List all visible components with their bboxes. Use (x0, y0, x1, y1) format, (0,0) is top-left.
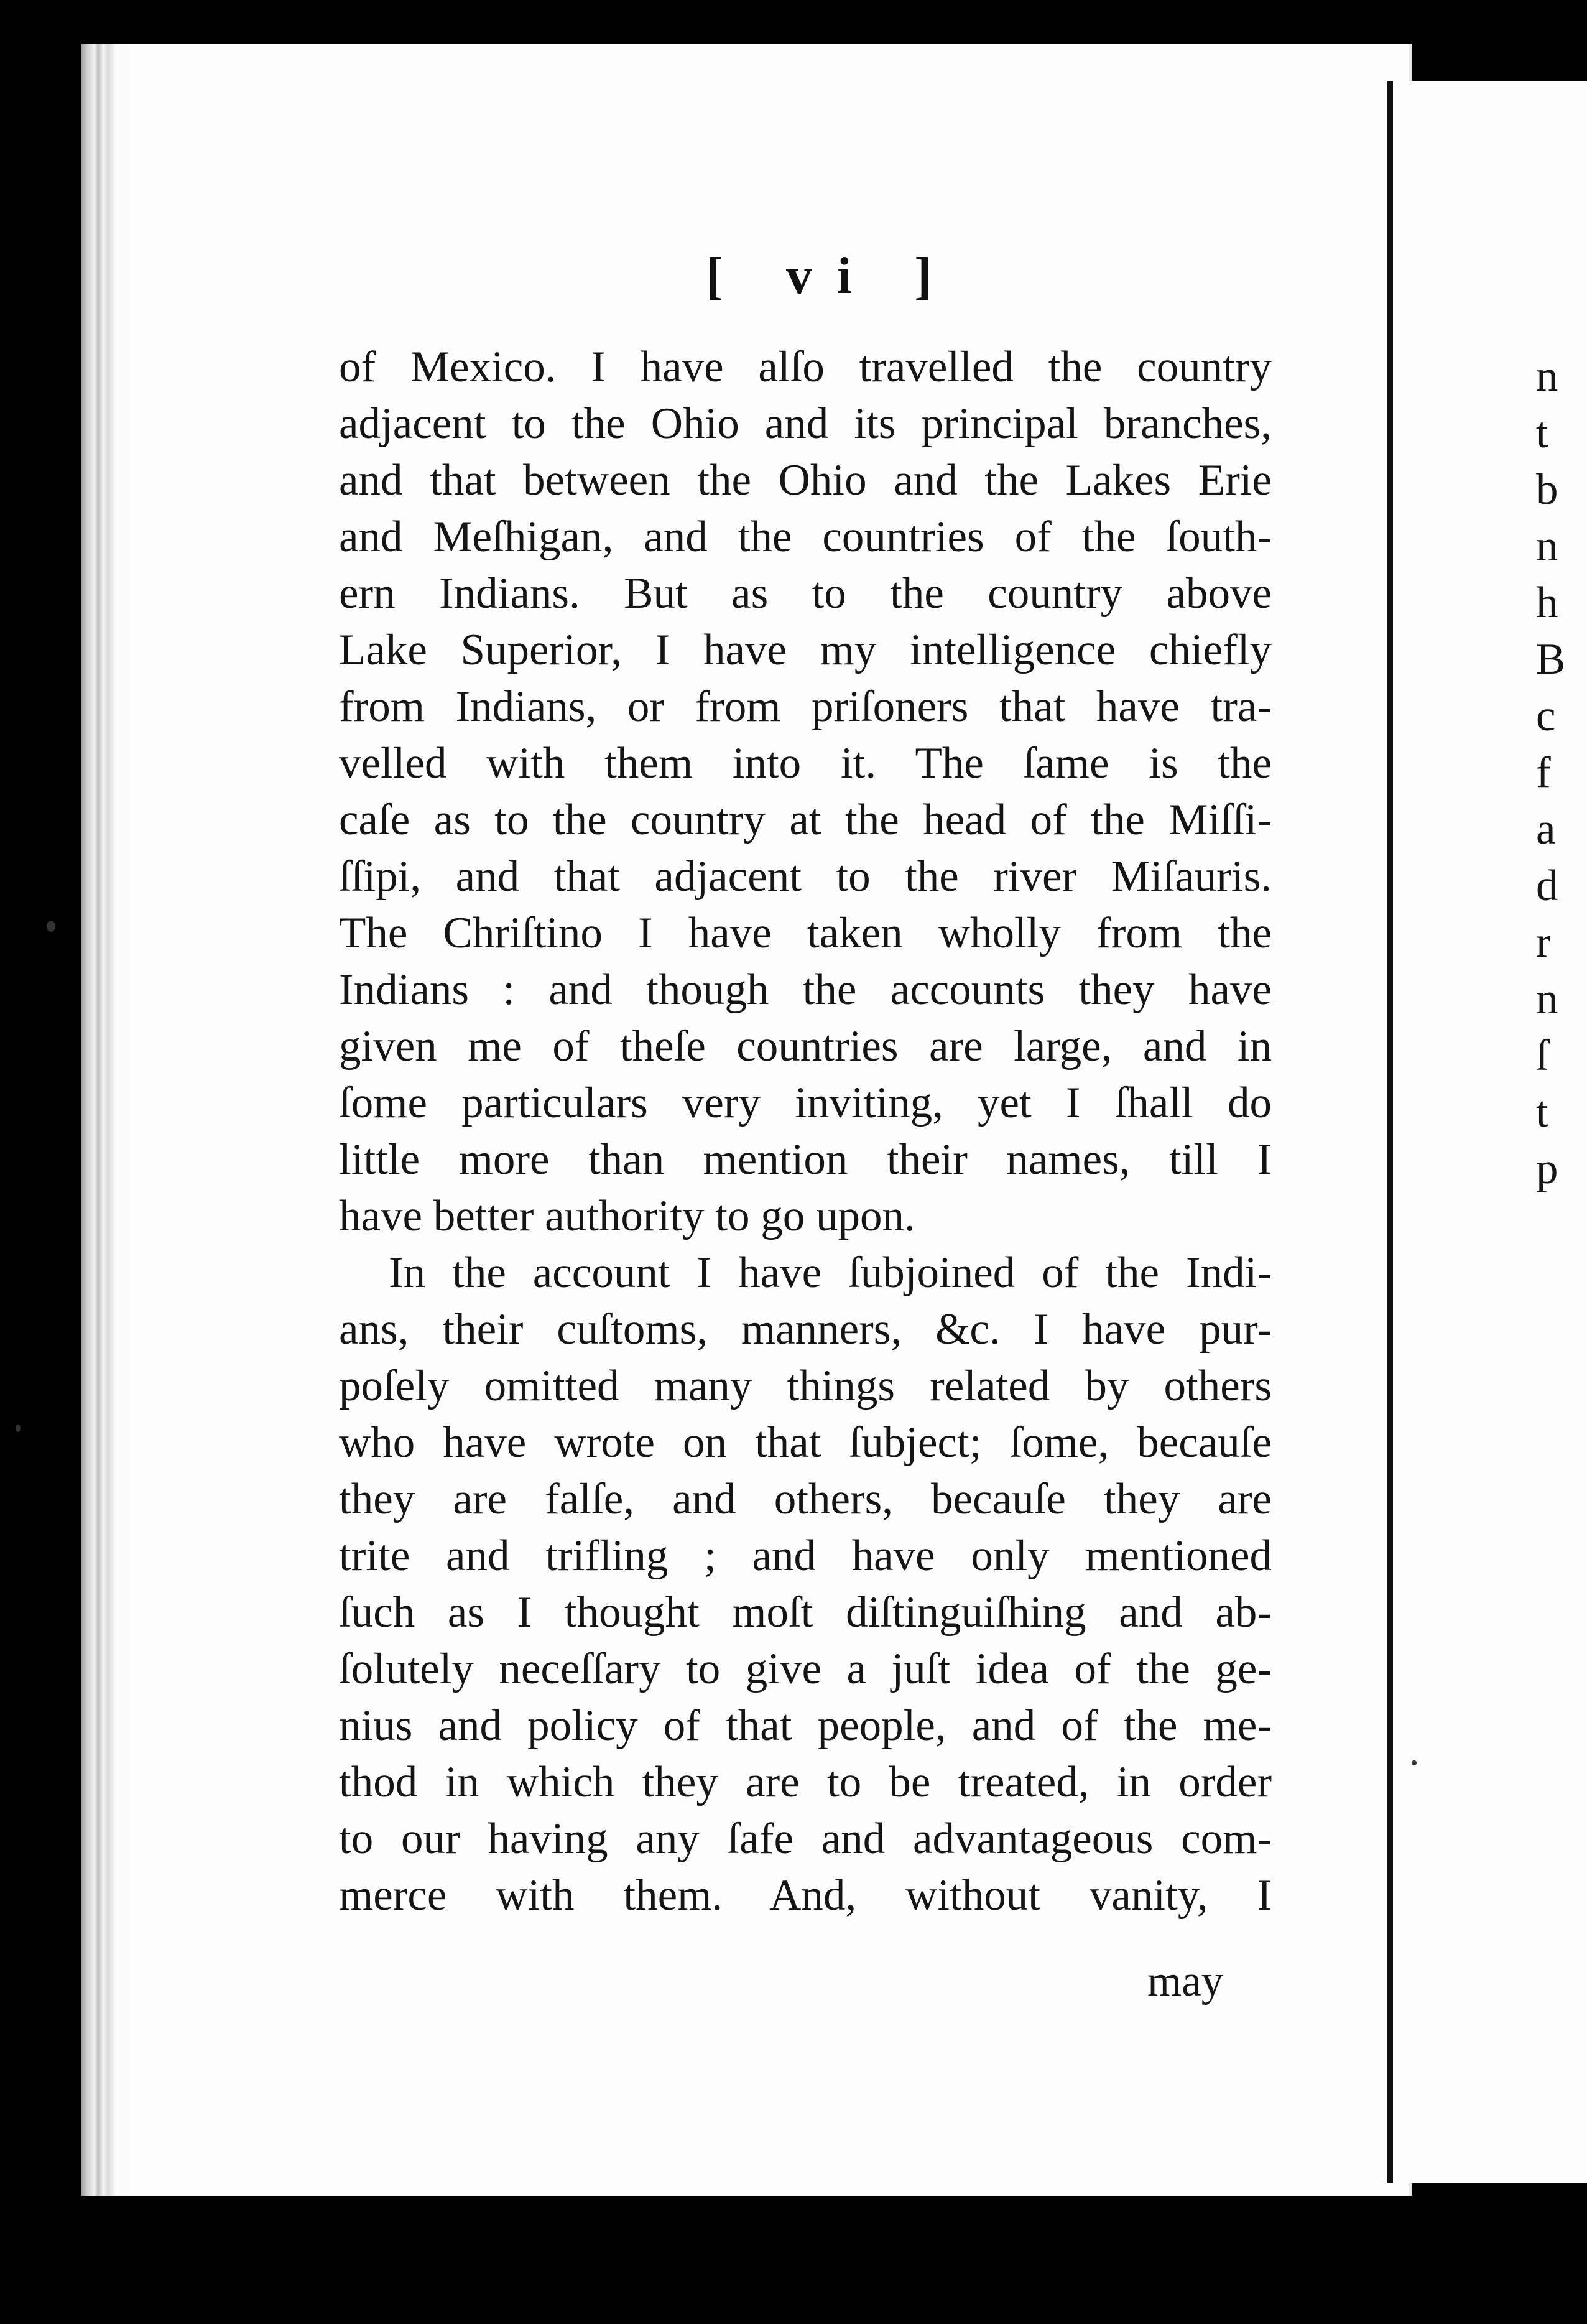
text-line: ſuch as I thought moſt diſtinguiſhing and ab- (339, 1588, 1272, 1637)
text-line: and Meſhigan, and the countries of the ſouth- (339, 513, 1272, 561)
fragment: a (1536, 805, 1556, 853)
fragment: n (1536, 352, 1558, 401)
paper-speck (47, 921, 55, 932)
text-line: ſſipi, and that adjacent to the river Miſauris. (339, 852, 1272, 901)
page-binding-edge (81, 44, 162, 2196)
text-line: merce with them. And, without vanity, I (339, 1871, 1272, 1920)
text-line: from Indians, or from priſoners that have tra- (339, 682, 1272, 731)
text-line: given me of theſe countries are large, and in (339, 1022, 1272, 1071)
running-head-page-number: [ vi ] (706, 247, 957, 305)
fragment: p (1536, 1145, 1558, 1193)
text-line: velled with them into it. The ſame is the (339, 739, 1272, 788)
text-line: nius and policy of that people, and of the me- (339, 1701, 1272, 1750)
text-line: Indians : and though the accounts they have (339, 965, 1272, 1014)
fragment: c (1536, 692, 1556, 740)
text-line: In the account I have ſubjoined of the Indi- (389, 1248, 1272, 1297)
text-line: who have wrote on that ſubject; ſome, becauſe (339, 1418, 1272, 1467)
fragment: h (1536, 579, 1558, 627)
text-line: caſe as to the country at the head of the Miſſi- (339, 796, 1272, 844)
text-line: ſome particulars very inviting, yet I ſhall do (339, 1079, 1272, 1127)
fragment: b (1536, 465, 1558, 514)
fragment: f (1536, 748, 1551, 797)
fragment: t (1536, 1088, 1548, 1136)
fragment: n (1536, 975, 1558, 1023)
text-line: Lake Superior, I have my intelligence chiefly (339, 626, 1272, 674)
fragment: B (1536, 635, 1566, 684)
text-line: ans, their cuſtoms, manners, &c. I have pur- (339, 1305, 1272, 1354)
text-line: ſolutely neceſſary to give a juſt idea of the ge- (339, 1645, 1272, 1693)
fragment: r (1536, 918, 1551, 967)
text-line: and that between the Ohio and the Lakes Erie (339, 456, 1272, 504)
text-line: to our having any ſafe and advantageous com- (339, 1815, 1272, 1863)
body-text (339, 339, 1272, 1924)
text-line: of Mexico. I have alſo travelled the country (339, 343, 1272, 391)
catchword: may (1147, 1957, 1224, 2006)
fragment: t (1536, 409, 1548, 457)
text-line: little more than mention their names, till I (339, 1135, 1272, 1184)
text-line: they are falſe, and others, becauſe they are (339, 1475, 1272, 1523)
text-line: The Chriſtino I have taken wholly from the (339, 909, 1272, 957)
text-line: poſely omitted many things related by others (339, 1362, 1272, 1410)
paper-speck (1412, 1760, 1417, 1765)
text-line: have better authority to go upon. (339, 1192, 915, 1240)
fragment: n (1536, 522, 1558, 570)
text-line: ern Indians. But as to the country above (339, 569, 1272, 618)
fragment: ſ (1536, 1031, 1548, 1080)
text-line: adjacent to the Ohio and its principal branches, (339, 399, 1272, 448)
text-line: trite and trifling ; and have only mentioned (339, 1532, 1272, 1580)
facing-page-text-fragments (1536, 348, 1565, 1197)
fragment: d (1536, 862, 1558, 910)
paper-speck (16, 1425, 21, 1432)
text-line: thod in which they are to be treated, in order (339, 1758, 1272, 1806)
